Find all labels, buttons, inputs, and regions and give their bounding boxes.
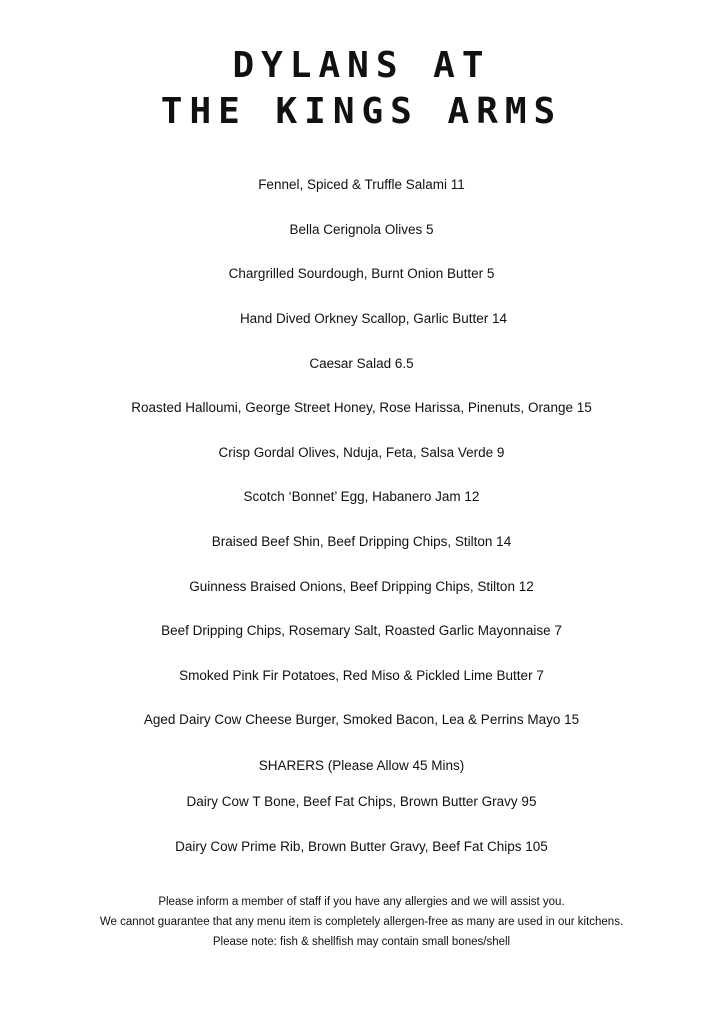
sharers-heading: SHARERS (Please Allow 45 Mins)	[258, 758, 465, 773]
menu-item: Scotch ‘Bonnet’ Egg, Habanero Jam 12	[243, 489, 480, 504]
bones-notice: Please note: fish & shellfish may contain small bones/shell	[212, 936, 511, 948]
allergen-disclaimer: We cannot guarantee that any menu item is completely allergen-free as many are used in our kitchens.	[99, 916, 624, 928]
menu-item: Hand Dived Orkney Scallop, Garlic Butter 14	[239, 311, 508, 326]
menu-item: Roasted Halloumi, George Street Honey, Rose Harissa, Pinenuts, Orange 15	[131, 400, 592, 415]
menu-item: Beef Dripping Chips, Rosemary Salt, Roasted Garlic Mayonnaise 7	[161, 623, 562, 638]
menu-item: Caesar Salad 6.5	[309, 356, 414, 371]
menu-item: Chargrilled Sourdough, Burnt Onion Butter 5	[228, 266, 495, 281]
menu-item: Guinness Braised Onions, Beef Dripping Chips, Stilton 12	[189, 579, 534, 594]
menu-item: Fennel, Spiced & Truffle Salami 11	[258, 177, 465, 192]
menu-item: Aged Dairy Cow Cheese Burger, Smoked Bacon, Lea & Perrins Mayo 15	[143, 712, 580, 727]
sharer-item: Dairy Cow T Bone, Beef Fat Chips, Brown Butter Gravy 95	[186, 794, 537, 809]
menu-item: Crisp Gordal Olives, Nduja, Feta, Salsa Verde 9	[218, 445, 505, 460]
allergy-notice: Please inform a member of staff if you have any allergies and we will assist you.	[158, 896, 565, 908]
menu-item: Braised Beef Shin, Beef Dripping Chips, Stilton 14	[211, 534, 512, 549]
restaurant-title-line-1: DYLANS AT	[232, 45, 491, 86]
restaurant-title-line-2: THE KINGS ARMS	[160, 91, 563, 132]
menu-item: Smoked Pink Fir Potatoes, Red Miso & Pickled Lime Butter 7	[179, 668, 544, 683]
sharer-item: Dairy Cow Prime Rib, Brown Butter Gravy, Beef Fat Chips 105	[175, 839, 548, 854]
menu-item: Bella Cerignola Olives 5	[289, 222, 434, 237]
